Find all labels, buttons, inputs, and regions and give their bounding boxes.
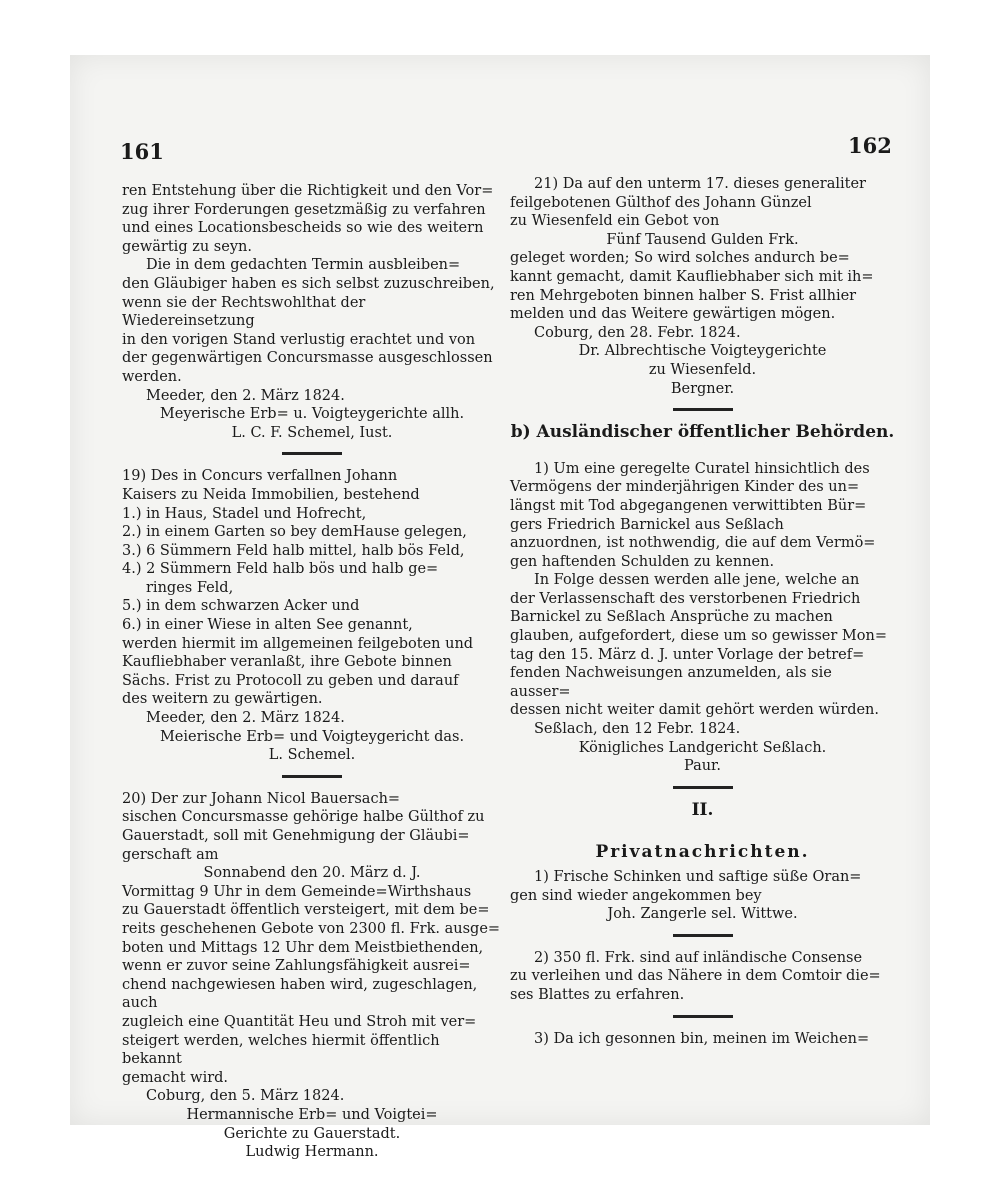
text-line: Fünf Tausend Gulden Frk. [606, 231, 799, 248]
text-line: 19) Des in Concurs verfallnen Johann [122, 468, 398, 485]
text-line: zu verleihen und das Nähere in dem Comtoir die= [510, 968, 881, 985]
text-line: ren Mehrgeboten binnen halber S. Frist allhier [510, 287, 857, 304]
text-line: ringes Feld, [146, 579, 234, 596]
separator-rule [673, 934, 733, 937]
text-line: der gegenwärtigen Concursmasse ausgeschlossen [122, 350, 493, 367]
separator-rule [282, 775, 342, 778]
text-line: gen sind wieder angekommen bey [510, 887, 762, 904]
left-column [122, 182, 502, 1162]
text-line: Coburg, den 5. März 1824. [146, 1088, 345, 1105]
section-heading-foreign-authorities: b) Ausländischer öffentlicher Behörden. [510, 422, 895, 443]
right-block-private-1 [510, 868, 895, 924]
left-signature-3 [122, 1087, 502, 1161]
text-line: 20) Der zur Johann Nicol Bauersach= [122, 790, 401, 807]
text-line: ses Blattes zu erfahren. [510, 986, 685, 1003]
separator-rule [673, 408, 733, 411]
right-signature-2 [510, 720, 895, 776]
text-line: gers Friedrich Barnickel aus Seßlach [510, 516, 784, 533]
text-line: wenn er zuvor seine Zahlungsfähigkeit ausrei= [122, 958, 471, 975]
text-line: melden und das Weitere gewärtigen mögen. [510, 306, 836, 323]
text-line: Ludwig Hermann. [245, 1144, 379, 1161]
text-line: Barnickel zu Seßlach Ansprüche zu machen [510, 609, 833, 626]
text-line: 1) Um eine geregelte Curatel hinsichtlich des [534, 460, 870, 477]
separator-rule [673, 1015, 733, 1018]
text-line: sischen Concursmasse gehörige halbe Gülthof zu [122, 809, 485, 826]
text-line: Kaisers zu Neida Immobilien, bestehend [122, 486, 420, 503]
right-block-21 [510, 175, 895, 324]
text-line: zu Wiesenfeld. [648, 361, 757, 378]
text-line: Vermögens der minderjährigen Kinder des un= [510, 479, 860, 496]
text-line: fenden Nachweisungen anzumelden, als sie ausser= [510, 665, 832, 700]
left-signature-2 [122, 709, 502, 765]
text-line: 3) Da ich gesonnen bin, meinen im Weichen= [534, 1030, 870, 1047]
text-line: In Folge dessen werden alle jene, welche an [534, 572, 860, 589]
text-line: glauben, aufgefordert, diese um so gewisser Mon= [510, 628, 887, 645]
text-line: geleget worden; So wird solches andurch be= [510, 250, 850, 267]
text-line: kannt gemacht, damit Kaufliebhaber sich mit ih= [510, 268, 874, 285]
text-line: 5.) in dem schwarzen Acker und [122, 598, 360, 615]
text-line: Die in dem gedachten Termin ausbleiben= [146, 257, 461, 274]
text-line: gewärtig zu seyn. [122, 238, 252, 255]
left-signature-1 [122, 387, 502, 443]
text-line: Kaufliebhaber veranlaßt, ihre Gebote binnen [122, 654, 452, 671]
text-line: Joh. Zangerle sel. Wittwe. [607, 906, 798, 923]
text-line: zu Gauerstadt öffentlich versteigert, mit dem be= [122, 902, 490, 919]
text-line: 3.) 6 Sümmern Feld halb mittel, halb bös Feld, [122, 542, 465, 559]
section-number-roman: II. [691, 799, 714, 820]
text-line: Meeder, den 2. März 1824. [146, 710, 345, 727]
text-line: L. C. F. Schemel, Iust. [231, 424, 393, 441]
text-line: gerschaft am [122, 846, 219, 863]
newspaper-page [70, 55, 930, 1161]
text-line: L. Schemel. [268, 747, 356, 764]
text-line: Seßlach, den 12 Febr. 1824. [534, 721, 741, 738]
text-line: Meeder, den 2. März 1824. [146, 387, 345, 404]
text-line: in den vorigen Stand verlustig erachtet und von [122, 331, 476, 348]
text-line: 21) Da auf den unterm 17. dieses generaliter [534, 176, 866, 192]
text-line: reits geschehenen Gebote von 2300 fl. Frk. ausge= [122, 920, 501, 937]
text-line: 2.) in einem Garten so bey demHause gelegen, [122, 524, 467, 541]
right-block-curatel [510, 460, 895, 720]
text-line: Sächs. Frist zu Protocoll zu geben und darauf [122, 672, 459, 689]
text-line: 1) Frische Schinken und saftige süße Oran= [534, 869, 862, 885]
text-line: werden. [122, 368, 182, 385]
text-line: werden hiermit im allgemeinen feilgeboten und [122, 635, 474, 652]
text-line: Hermannische Erb= und Voigtei= [186, 1106, 438, 1123]
page-number-left: 161 [120, 139, 164, 164]
text-line: Gerichte zu Gauerstadt. [223, 1125, 401, 1142]
right-signature-1 [510, 324, 895, 398]
text-line: Paur. [683, 758, 722, 775]
text-line: Coburg, den 28. Febr. 1824. [534, 324, 741, 341]
left-block-19 [122, 467, 502, 709]
right-block-private-3 [510, 1030, 895, 1049]
text-line: Vormittag 9 Uhr in dem Gemeinde=Wirthshaus [122, 883, 472, 900]
text-line: gemacht wird. [122, 1069, 229, 1086]
text-line: längst mit Tod abgegangenen verwittibten Bür= [510, 497, 867, 514]
text-line: 4.) 2 Sümmern Feld halb bös und halb ge= [122, 561, 439, 578]
left-block-20 [122, 790, 502, 1088]
page-number-right: 162 [848, 133, 892, 158]
left-block-2 [122, 256, 502, 386]
text-line: steigert werden, welches hiermit öffentlich bekannt [122, 1032, 440, 1068]
text-line: ren Entstehung über die Richtigkeit und den Vor= [122, 183, 494, 199]
left-block-1 [122, 182, 502, 256]
text-line: 6.) in einer Wiese in alten See genannt, [122, 617, 413, 634]
text-line: dessen nicht weiter damit gehört werden würden. [510, 702, 879, 719]
right-block-private-2 [510, 949, 895, 1005]
text-line: 1.) in Haus, Stadel und Hofrecht, [122, 505, 367, 522]
right-column [510, 175, 895, 1048]
section-heading-private-news: Privatnachrichten. [595, 842, 810, 863]
text-line: tag den 15. März d. J. unter Vorlage der betref= [510, 646, 865, 663]
text-line: boten und Mittags 12 Uhr dem Meistbiethenden, [122, 939, 484, 956]
text-line: des weitern zu gewärtigen. [122, 691, 323, 708]
text-line: chend nachgewiesen haben wird, zugeschlagen, auch [122, 976, 478, 1012]
separator-rule [282, 452, 342, 455]
text-line: Dr. Albrechtische Voigteygerichte [578, 343, 827, 360]
text-line: 2) 350 fl. Frk. sind auf inländische Consense [534, 949, 863, 966]
text-line: Meierische Erb= und Voigteygericht das. [159, 728, 465, 745]
text-line: zu Wiesenfeld ein Gebot von [510, 213, 720, 230]
text-line: wenn sie der Rechtswohlthat der Wiedereinsetzung [122, 294, 366, 330]
text-line: Sonnabend den 20. März d. J. [203, 865, 421, 882]
text-line: Königliches Landgericht Seßlach. [578, 739, 827, 756]
separator-rule [673, 786, 733, 789]
text-line: feilgebotenen Gülthof des Johann Günzel [510, 194, 812, 211]
text-line: und eines Locationsbescheids so wie des weitern [122, 220, 484, 237]
text-line: den Gläubiger haben es sich selbst zuzuschreiben, [122, 275, 495, 292]
text-line: gen haftenden Schulden zu kennen. [510, 553, 775, 570]
text-line: zugleich eine Quantität Heu und Stroh mit ver= [122, 1013, 477, 1030]
text-line: zug ihrer Forderungen gesetzmäßig zu verfahren [122, 201, 486, 218]
text-line: der Verlassenschaft des verstorbenen Friedrich [510, 590, 861, 607]
text-line: anzuordnen, ist nothwendig, die auf dem Vermö= [510, 535, 876, 552]
text-line: Gauerstadt, soll mit Genehmigung der Gläubi= [122, 828, 470, 844]
text-line: Meyerische Erb= u. Voigteygerichte allh. [159, 406, 465, 423]
text-line: Bergner. [670, 380, 735, 397]
